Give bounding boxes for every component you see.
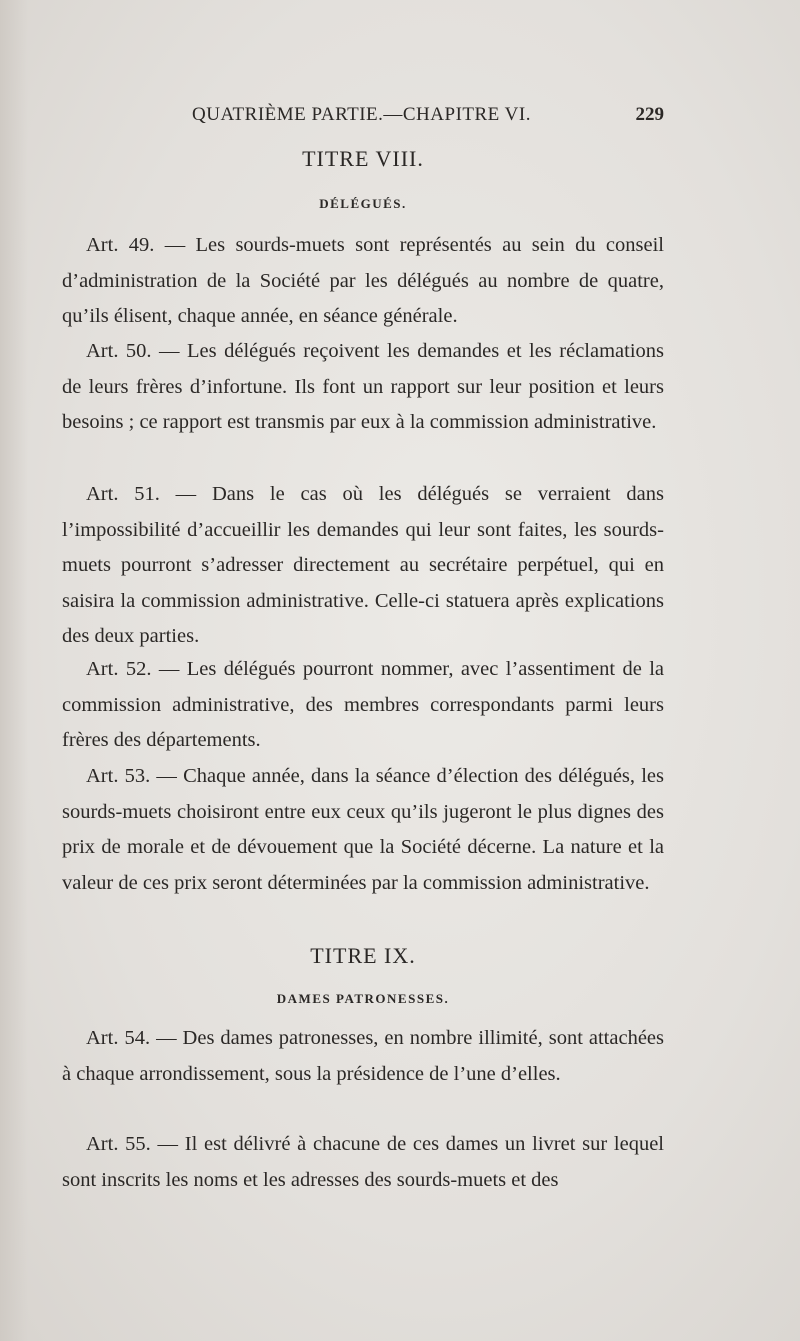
page-gutter-shadow: [0, 0, 28, 1341]
article-53: [62, 759, 664, 901]
section-title-titre-ix: TITRE IX.: [310, 943, 416, 968]
page-number: 229: [635, 104, 664, 125]
article-50-text: Art. 50. — Les délégués reçoivent les demandes et les réclamations de leurs frères d’infortune. Ils font un rapport sur leur position et leurs besoins ; ce rapport est transmis par eux à la commission administrative.: [62, 340, 664, 433]
section-subtitle-dames-patronesses: DAMES PATRONESSES.: [276, 991, 450, 1006]
article-50: [62, 334, 664, 441]
section-subtitle-delegues: DÉLÉGUÉS.: [319, 196, 407, 211]
running-title: QUATRIÈME PARTIE.—CHAPITRE VI.: [192, 104, 531, 125]
article-51: [62, 477, 664, 655]
article-55: [62, 1127, 664, 1198]
article-52-text: Art. 52. — Les délégués pourront nommer, avec l’assentiment de la commission administrative, des membres correspondants parmi leurs frères des départements.: [62, 658, 664, 751]
section-title-titre-viii: TITRE VIII.: [302, 146, 424, 171]
article-54: [62, 1021, 664, 1092]
page-header: [62, 104, 664, 134]
article-55-text: Art. 55. — Il est délivré à chacune de ces dames un livret sur lequel sont inscrits les noms et les adresses des sourds-muets et des: [62, 1133, 664, 1191]
article-54-text: Art. 54. — Des dames patronesses, en nombre illimité, sont attachées à chaque arrondissement, sous la présidence de l’une d’elles.: [62, 1027, 664, 1085]
article-51-text: Art. 51. — Dans le cas où les délégués se verraient dans l’impossibilité d’accueillir les demandes qui leur sont faites, les sourds-muets pourront s’adresser directement au secrétaire perpétuel, qui en saisira la commission administrative. Celle-ci statuera après explications des deux parties.: [62, 483, 664, 647]
article-53-text: Art. 53. — Chaque année, dans la séance d’élection des délégués, les sourds-muets choisiront entre eux ceux qu’ils jugeront le plus dignes des prix de morale et de dévouement que la Société décerne. La nature et la valeur de ces prix seront déterminées par la commission administrative.: [62, 765, 664, 894]
article-52: [62, 652, 664, 759]
article-49-text: Art. 49. — Les sourds-muets sont représentés au sein du conseil d’administration de la Société par les délégués au nombre de quatre, qu’ils élisent, chaque année, en séance générale.: [62, 234, 664, 327]
article-49: [62, 228, 664, 335]
